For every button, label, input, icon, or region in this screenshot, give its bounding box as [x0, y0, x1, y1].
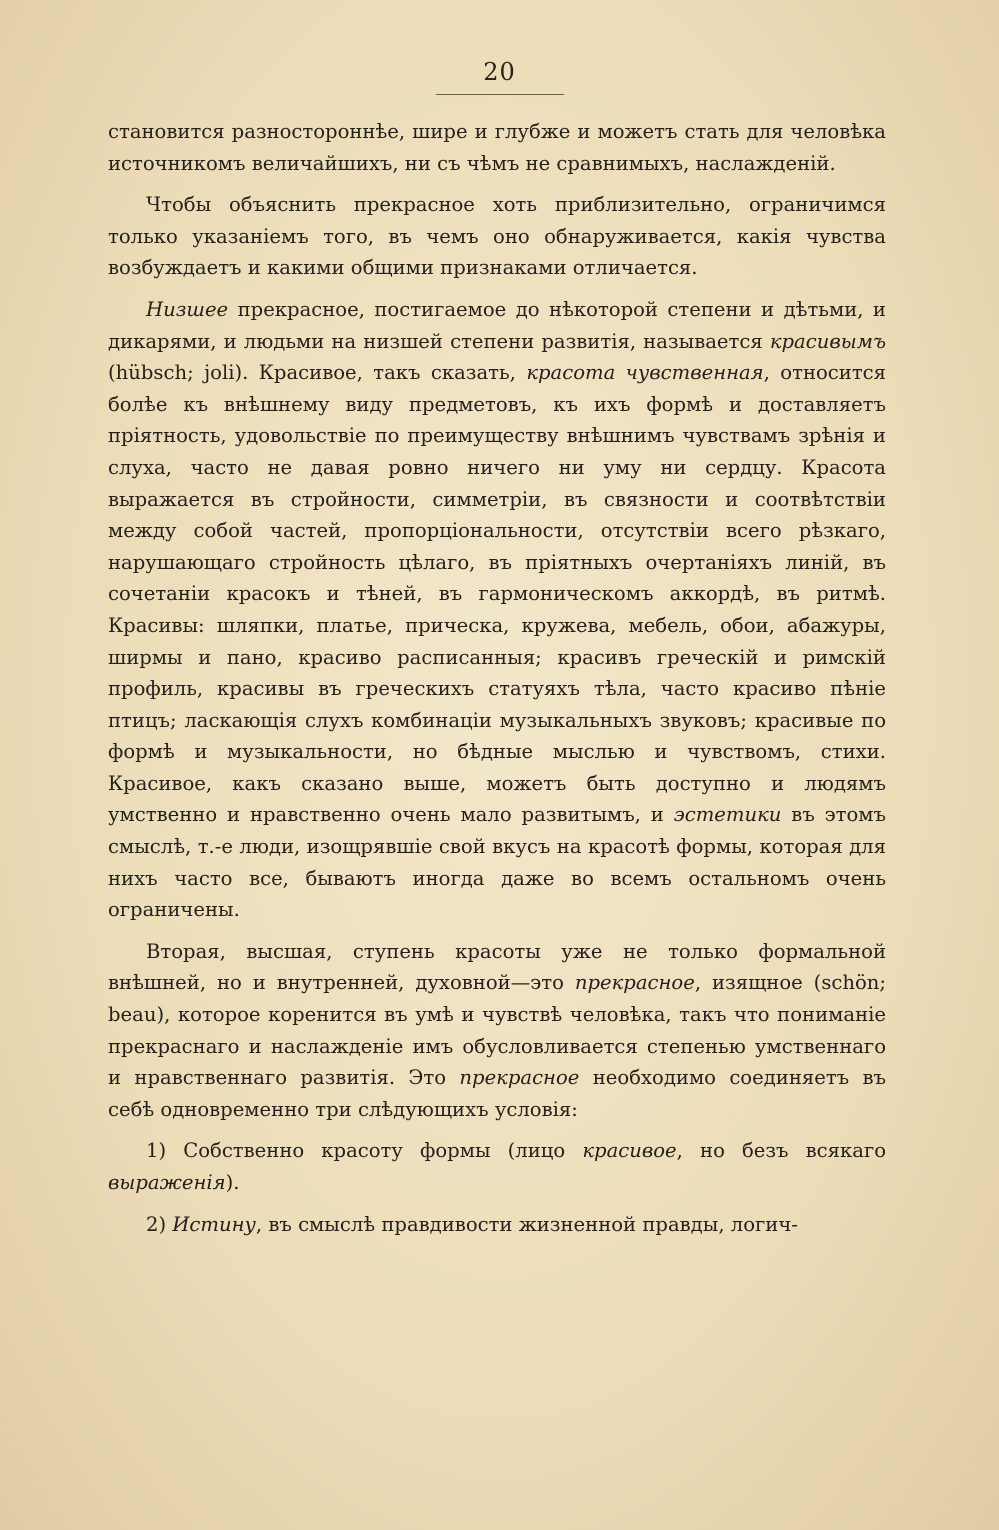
text-run: Чтобы объяснить прекрасное хоть приблизительно, ограничимся только указаніемъ того, въ чемъ оно обнаруживается, какія чувства возбуждаетъ и какими общими признаками отличается.	[108, 193, 886, 280]
text-run: 2)	[146, 1212, 173, 1236]
paragraph	[108, 1209, 886, 1241]
text-run: 1) Собственно красоту формы (лицо	[146, 1139, 583, 1163]
italic-term: выраженія	[108, 1171, 226, 1194]
italic-term: красивымъ	[769, 329, 886, 353]
paragraph	[108, 936, 886, 1126]
text-run: , но безъ всякаго	[676, 1139, 887, 1163]
paragraph	[108, 1135, 886, 1198]
text-run: въ этомъ смыслѣ, т.-е люди, изощрявшіе свой вкусъ на красотѣ формы, которая для нихъ часто все, бываютъ иногда даже во всемъ остальномъ очень ограничены.	[108, 803, 886, 922]
italic-term: красивое	[582, 1139, 677, 1163]
text-run: ).	[225, 1171, 240, 1194]
body-text	[108, 116, 886, 1250]
paragraph	[108, 294, 886, 926]
paragraph	[108, 116, 886, 179]
italic-term: эстетики	[673, 803, 782, 827]
text-run: становится разностороннѣе, шире и глубже и можетъ стать для человѣка источникомъ величайшихъ, ни съ чѣмъ не сравнимыхъ, наслажденій.	[108, 120, 886, 175]
italic-term: красота чувственная	[526, 361, 764, 385]
italic-term: Истину	[172, 1212, 256, 1236]
text-run: , въ смыслѣ правдивости жизненной правды, логич-	[255, 1212, 798, 1236]
paragraph	[108, 189, 886, 284]
text-run: , относится болѣе къ внѣшнему виду предметовъ, къ ихъ формѣ и доставляетъ пріятность, удовольствіе по преимуществу внѣшнимъ чувствамъ зрѣнія и слуха, часто не давая ровно ничего ни уму ни сердцу. Красота выражается въ стройности, симметріи, въ связности и соотвѣтствіи между собой частей, пропорціональности, отсутствіи всего рѣзкаго, нарушающаго стройность цѣлаго, въ пріятныхъ очертаніяхъ линій, въ сочетаніи красокъ и тѣней, въ гармоническомъ аккордѣ, въ ритмѣ. Красивы: шляпки, платье, прическа, кружева, мебель, обои, абажуры, ширмы и пано, красиво расписанныя; красивъ греческій и римскій профиль, красивы въ греческихъ статуяхъ тѣла, часто красиво пѣніе птицъ; ласкающія слухъ комбинаціи музыкальныхъ звуковъ; красивые по формѣ и музыкальности, но бѣдные мыслью и чувствомъ, стихи. Красивое, какъ сказано выше, можетъ быть доступно и людямъ умственно и нравственно очень мало развитымъ, и	[108, 361, 887, 827]
text-run: необходимо соединяетъ въ себѣ одновременно три слѣдующихъ условія:	[108, 1066, 886, 1121]
italic-term: прекрасное	[574, 971, 695, 995]
italic-term: Низшее	[146, 297, 229, 321]
text-run: Вторая, высшая, ступень красоты уже не только формальной внѣшней, но и внутренней, духовной—это	[108, 939, 886, 995]
text-run: (hübsch; joli). Красивое, такъ сказать,	[108, 361, 527, 385]
header-rule	[436, 94, 564, 95]
text-run: , изящное (schön; beau), которое коренится въ умѣ и чувствѣ человѣка, такъ что пониманіе прекраснаго и наслажденіе имъ обусловливается степенью умственнаго и нравственнаго развитія. Это	[108, 971, 886, 1090]
italic-term: прекрасное	[459, 1066, 580, 1090]
page-number: 20	[483, 58, 516, 86]
text-run: прекрасное, постигаемое до нѣкоторой степени и дѣтьми, и дикарями, и людьми на низшей степени развитія, называется	[108, 297, 886, 353]
